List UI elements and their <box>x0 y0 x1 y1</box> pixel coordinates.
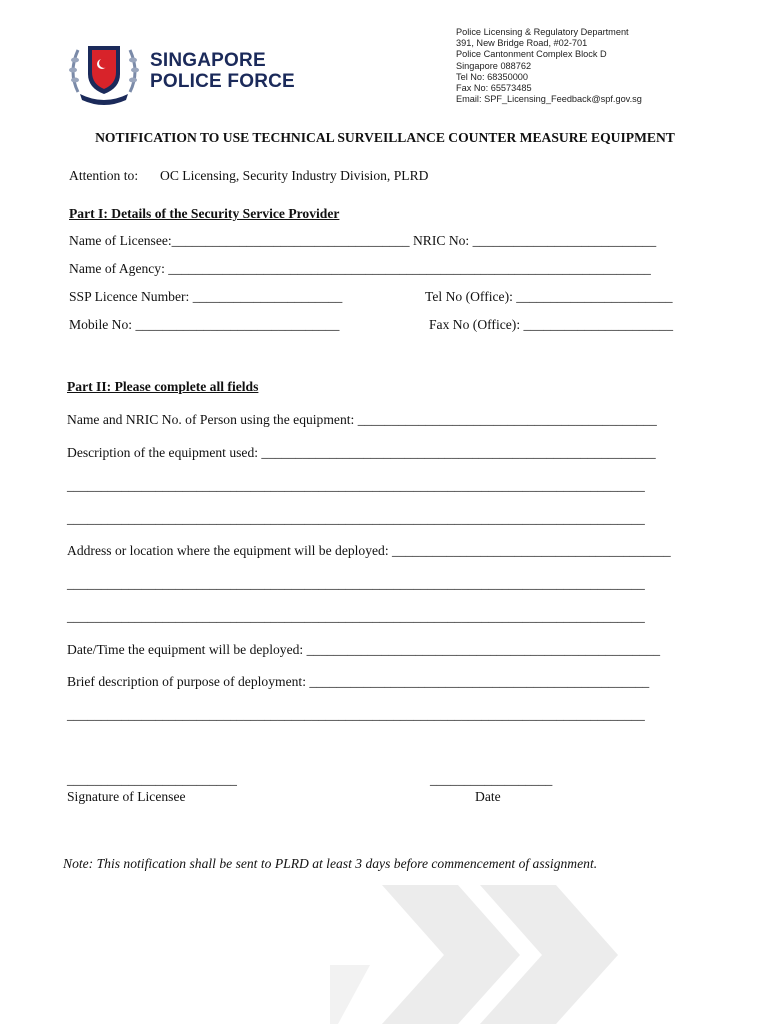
person-field[interactable]: Name and NRIC No. of Person using the equipment: ____________________________________________ <box>67 412 657 427</box>
brand-line2: POLICE FORCE <box>150 71 295 92</box>
address-line: Police Cantonment Complex Block D <box>456 49 607 60</box>
date-line[interactable]: __________________ <box>430 772 553 787</box>
department-address <box>456 27 642 105</box>
address-line: Singapore 088762 <box>456 60 532 71</box>
form-title: NOTIFICATION TO USE TECHNICAL SURVEILLANCE COUNTER MEASURE EQUIPMENT <box>95 130 675 145</box>
signature-line[interactable]: _________________________ <box>67 772 237 787</box>
deployment-address-field[interactable]: Address or location where the equipment will be deployed: _________________________________________ <box>67 543 671 558</box>
blank-line[interactable]: _____________________________________________________________________________________ <box>67 576 645 591</box>
attention-value: OC Licensing, Security Industry Division, PLRD <box>160 168 429 183</box>
part1-heading: Part I: Details of the Security Service Provider <box>69 206 340 221</box>
brand-name <box>150 50 295 92</box>
tel-office-field[interactable]: Tel No (Office): _______________________ <box>425 289 673 304</box>
ssp-licence-field[interactable]: SSP Licence Number: ______________________ <box>69 289 343 304</box>
brand-line1: SINGAPORE <box>150 50 266 71</box>
address-line: Email: SPF_Licensing_Feedback@spf.gov.sg <box>456 94 642 105</box>
part2-heading: Part II: Please complete all fields <box>67 379 259 394</box>
date-label: Date <box>475 789 501 804</box>
spf-crest-icon <box>66 36 142 108</box>
address-line: Tel No: 68350000 <box>456 71 529 82</box>
blank-line[interactable]: _____________________________________________________________________________________ <box>67 511 645 526</box>
address-line: Fax No: 65573485 <box>456 83 532 94</box>
submission-note: Note: This notification shall be sent to PLRD at least 3 days before commencement of assignment. <box>63 856 598 871</box>
agency-field[interactable]: Name of Agency: _______________________________________________________________________ <box>69 261 651 276</box>
purpose-field[interactable]: Brief description of purpose of deployment: __________________________________________________ <box>67 674 650 689</box>
signature-label: Signature of Licensee <box>67 789 186 804</box>
attention-label: Attention to: <box>69 168 139 183</box>
blank-line[interactable]: _____________________________________________________________________________________ <box>67 478 645 493</box>
blank-line[interactable]: _____________________________________________________________________________________ <box>67 609 645 624</box>
licensee-field[interactable]: Name of Licensee:___________________________________ NRIC No: ___________________________ <box>69 233 657 248</box>
fax-office-field[interactable]: Fax No (Office): ______________________ <box>429 317 674 332</box>
mobile-field[interactable]: Mobile No: ______________________________ <box>69 317 340 332</box>
address-line: Police Licensing & Regulatory Department <box>456 27 629 37</box>
address-line: 391, New Bridge Road, #02-701 <box>456 38 588 49</box>
deployment-datetime-field[interactable]: Date/Time the equipment will be deployed: ____________________________________________________ <box>67 642 661 657</box>
blank-line[interactable]: _____________________________________________________________________________________ <box>67 707 645 722</box>
chevron-watermark-icon <box>330 885 660 1024</box>
equipment-description-field[interactable]: Description of the equipment used: __________________________________________________________ <box>67 445 656 460</box>
